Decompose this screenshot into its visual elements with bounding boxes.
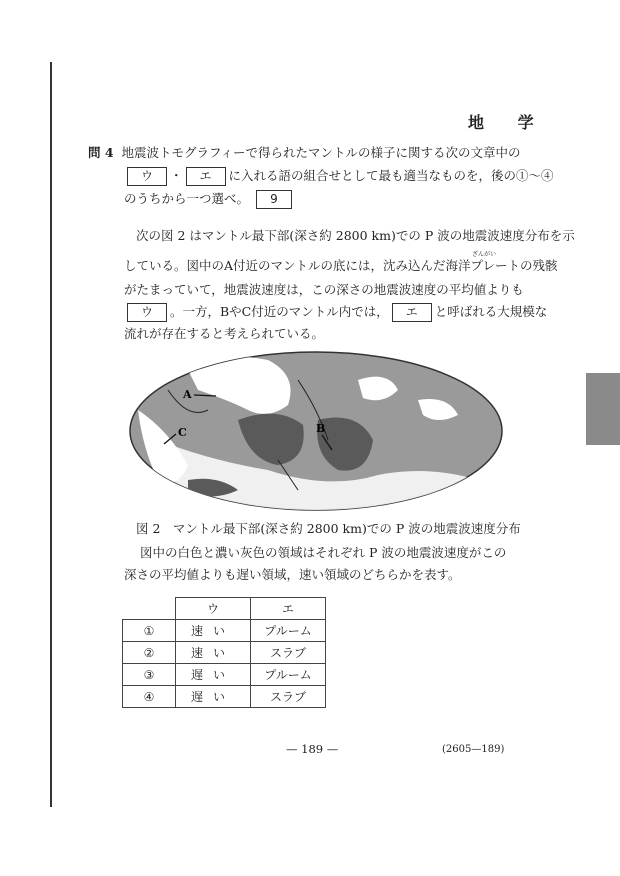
question-line-1 <box>88 143 521 161</box>
cell: プルーム <box>251 620 326 642</box>
question-line-2: ウ ・ エ に入れる語の組合せとして最も適当なものを，後の①～④ <box>124 166 554 186</box>
passage-text: と呼ばれる大規模な <box>434 304 548 319</box>
cell: スラブ <box>251 642 326 664</box>
passage-line: している。図中のA付近のマントルの底には，沈み込んだ海洋プレートの残骸 <box>124 258 558 273</box>
seismic-velocity-map <box>128 350 504 512</box>
question-text: 地震波トモグラフィーで得られたマントルの様子に関する次の文章中の <box>121 145 521 160</box>
side-index-tab <box>586 373 620 445</box>
cell: 遅い <box>176 664 251 686</box>
passage-line: 流れが存在すると考えられている。 <box>124 326 325 341</box>
figure-note: 深さの平均値よりも遅い領域，速い領域のどちらかを表す。 <box>124 567 461 582</box>
choice-number: ③ <box>123 664 176 686</box>
cell: 速い <box>176 642 251 664</box>
figure-note: 図中の白色と濃い灰色の領域はそれぞれ P 波の地震波速度がこの <box>140 545 507 560</box>
choice-number: ④ <box>123 686 176 708</box>
margin-line <box>50 62 52 807</box>
question-text: のうちから一つ選べ。 <box>124 191 250 206</box>
blank-u: ウ <box>127 167 167 186</box>
figure-caption: 図 2 マントル最下部(深さ約 2800 km)での P 波の地震波速度分布 <box>136 521 521 536</box>
passage-line: 次の図 2 はマントル最下部(深さ約 2800 km)での P 波の地震波速度分布を示 <box>136 228 575 243</box>
table-row[interactable] <box>123 642 326 664</box>
question-text: に入れる語の組合せとして最も適当なものを，後の①～④ <box>228 168 554 183</box>
question-number: 問 4 <box>88 145 114 160</box>
answer-choices-table <box>122 597 326 708</box>
table-row[interactable] <box>123 620 326 642</box>
ruby-text: ざんがい <box>472 251 497 258</box>
blank-e: エ <box>392 303 432 322</box>
answer-box: 9 <box>256 190 292 209</box>
cell: 速い <box>176 620 251 642</box>
header-e: エ <box>251 598 326 620</box>
subject-title: 地 学 <box>468 113 548 132</box>
header-u: ウ <box>176 598 251 620</box>
table-header <box>123 598 326 620</box>
table-row[interactable] <box>123 686 326 708</box>
blank-e: エ <box>186 167 226 186</box>
passage-text: 。一方，BやC付近のマントル内では， <box>170 304 389 319</box>
cell: 遅い <box>176 686 251 708</box>
cell: スラブ <box>251 686 326 708</box>
choice-number: ② <box>123 642 176 664</box>
page-code: (2605—189) <box>442 744 505 755</box>
label-b: B <box>316 422 326 435</box>
passage-line: がたまっていて，地震波速度は，この深さの地震波速度の平均値よりも <box>124 282 524 297</box>
table-row[interactable] <box>123 664 326 686</box>
question-line-3 <box>124 189 295 209</box>
label-a: A <box>183 388 192 401</box>
page-number: — 189 — <box>286 742 339 756</box>
choice-number: ① <box>123 620 176 642</box>
passage-line <box>124 302 547 322</box>
blank-u: ウ <box>127 303 167 322</box>
label-c: C <box>178 426 187 439</box>
cell: プルーム <box>251 664 326 686</box>
